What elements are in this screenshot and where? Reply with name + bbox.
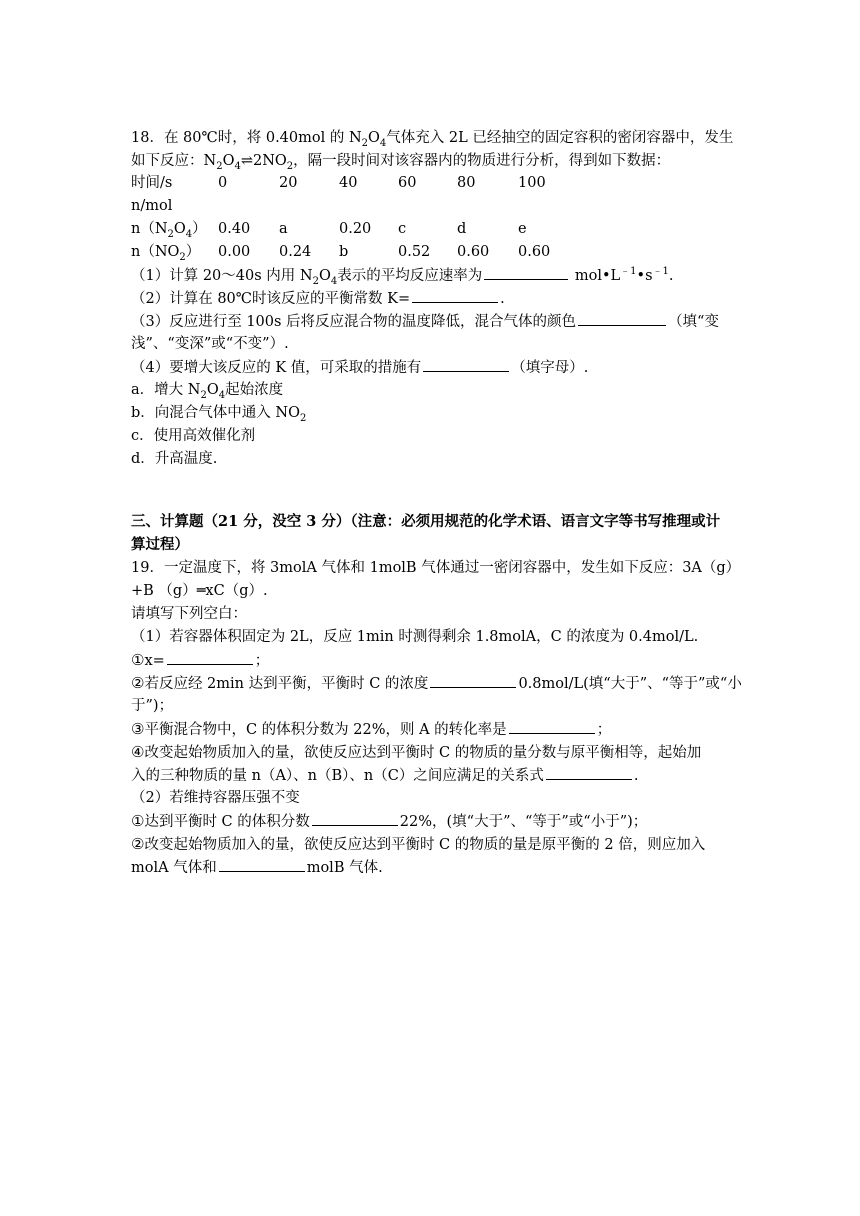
subscript: 4 <box>218 389 226 401</box>
circled-number: ① <box>131 812 145 830</box>
subscript: 4 <box>234 160 241 172</box>
text: 气体充入 2L 已经抽空的固定容积的密闭容器中，发生 <box>386 130 734 146</box>
q19-line-2: +B （g）═xC（g）. <box>131 583 268 599</box>
subscript: 2 <box>167 228 174 240</box>
subscript: 2 <box>179 251 186 263</box>
text: ） <box>192 221 207 237</box>
text: O <box>318 268 331 284</box>
circled-number: ② <box>131 835 145 853</box>
table-cell: b <box>339 244 349 260</box>
text: 入的三种物质的量 n（A）、n（B）、n（C）之间应满足的关系式 <box>131 768 544 784</box>
subscript: 2 <box>299 412 307 424</box>
text: . <box>633 768 639 784</box>
table-header-cell: 80 <box>457 175 476 191</box>
q19-line-3: 请填写下列空白： <box>131 606 247 622</box>
table-row-label <box>131 242 200 262</box>
table-cell: e <box>518 221 527 237</box>
text: （3）反应进行至 100s 后将反应混合物的温度降低，混合气体的颜色 <box>131 314 577 330</box>
table-cell: 0.52 <box>398 244 431 260</box>
q19-part-1: （1）若容器体积固定为 2L，反应 1min 时测得剩余 1.8molA，C 的浓度为 0.4mol/L. <box>131 629 699 645</box>
table-cell: 0.40 <box>218 221 251 237</box>
circled-number: ④ <box>131 743 145 761</box>
circled-number: ③ <box>131 720 145 738</box>
text: （4）要增大该反应的 K 值，可采取的措施有 <box>131 360 422 376</box>
q18-part-2 <box>131 288 505 309</box>
circled-number: ② <box>131 674 145 692</box>
answer-blank[interactable] <box>312 811 398 826</box>
q19-sub-2 <box>131 673 742 694</box>
q18-line-2 <box>131 151 670 171</box>
table-cell: 0.20 <box>339 221 372 237</box>
option-c: c．使用高效催化剂 <box>131 428 256 444</box>
subscript: 2 <box>361 137 369 149</box>
text: 改变起始物质加入的量，欲使反应达到平衡时 C 的物质的量分数与原平衡相等，起始加 <box>144 745 702 761</box>
q19-sub-3 <box>131 719 611 740</box>
q18-part-3 <box>131 311 719 332</box>
table-cell: 0.60 <box>457 244 490 260</box>
subscript: 2 <box>286 160 294 172</box>
text: . <box>668 268 674 284</box>
table-cell: 0.60 <box>518 244 551 260</box>
text: O <box>173 221 186 237</box>
text: 改变起始物质加入的量，欲使反应达到平衡时 C 的物质的量是原平衡的 2 倍，则应加入 <box>144 837 706 853</box>
text: ，隔一段时间对该容器内的物质进行分析，得到如下数据： <box>293 153 671 169</box>
option-d: d．升高温度. <box>131 451 218 467</box>
text: 达到平衡时 C 的体积分数 <box>144 814 310 830</box>
q19-part2-sub-2 <box>131 834 705 855</box>
table-row-label <box>131 219 207 239</box>
answer-blank[interactable] <box>430 673 516 688</box>
q18-part-1 <box>131 265 674 286</box>
answer-blank[interactable] <box>423 357 509 372</box>
superscript: ﹣1 <box>620 266 637 278</box>
option-a <box>131 380 283 400</box>
table-cell: a <box>279 221 288 237</box>
table-header-cell: 100 <box>518 175 546 191</box>
q19-sub-4-cont <box>131 765 638 786</box>
text: （填“变 <box>668 314 719 330</box>
text: 0.8mol/L(填“大于”、“等于”或“小 <box>518 676 742 692</box>
answer-blank[interactable] <box>484 265 568 280</box>
answer-blank[interactable] <box>509 719 595 734</box>
answer-blank[interactable] <box>578 311 666 326</box>
answer-blank[interactable] <box>167 650 253 665</box>
section-heading-cont: 算过程） <box>131 536 189 553</box>
text: ； <box>254 653 270 669</box>
q18-part-3-cont: 浅”、“变深”或“不变”）. <box>131 336 289 352</box>
table-cell: 0.24 <box>279 244 312 260</box>
table-header-cell: 时间/s <box>131 175 173 191</box>
text: 22%，(填“大于”、“等于”或“小于”)； <box>399 814 648 830</box>
answer-blank[interactable] <box>412 288 498 303</box>
subscript: 2 <box>312 275 319 287</box>
table-cell: c <box>398 221 407 237</box>
table-header-cell: n/mol <box>131 198 173 214</box>
subscript: 2 <box>216 160 223 172</box>
text: ） <box>185 244 201 260</box>
text: x= <box>144 653 165 669</box>
superscript: ﹣1 <box>652 266 669 278</box>
table-cell: 0.00 <box>218 244 251 260</box>
text: O <box>222 153 235 169</box>
subscript: 4 <box>185 228 193 240</box>
table-header-cell: 60 <box>398 175 417 191</box>
section-heading: 三、计算题（21 分，没空 3 分）（注意：必须用规范的化学术语、语言文字等书写推理或计 <box>131 513 721 530</box>
q18-part-4 <box>131 357 588 378</box>
text: （填字母）. <box>511 360 589 376</box>
q19-sub-2-cont: 于”)； <box>131 698 174 714</box>
text: molB 气体. <box>306 860 383 876</box>
q19-part2-sub-1 <box>131 811 647 832</box>
text: 表示的平均反应速率为 <box>337 268 483 284</box>
q19-sub-1 <box>131 650 269 671</box>
q19-part2-sub-2-cont <box>131 857 383 878</box>
text: 起始浓度 <box>225 382 284 398</box>
q19-sub-4 <box>131 742 701 763</box>
text: b．向混合气体中通入 NO <box>131 405 300 421</box>
answer-blank[interactable] <box>546 765 632 780</box>
subscript: 4 <box>330 275 338 287</box>
text: . <box>500 291 505 307</box>
text: n（N <box>131 221 168 237</box>
answer-blank[interactable] <box>219 857 305 872</box>
text: 18．在 80℃时，将 0.40mol 的 N <box>131 130 362 146</box>
text: a．增大 N <box>131 382 201 398</box>
text: （2）计算在 80℃时该反应的平衡常数 K= <box>131 291 411 307</box>
text: •s <box>636 268 653 284</box>
table-header-cell: 40 <box>339 175 358 191</box>
table-header-cell: 20 <box>279 175 298 191</box>
table-header-cell: 0 <box>218 175 228 191</box>
text: （1）计算 20～40s 内用 N <box>131 268 313 284</box>
text: O <box>368 130 380 146</box>
subscript: 4 <box>379 137 387 149</box>
text: O <box>206 382 219 398</box>
q18-line-1 <box>131 128 733 148</box>
text: ⇌2NO <box>240 153 287 169</box>
text: mol•L <box>574 268 621 284</box>
circled-number: ① <box>131 651 145 669</box>
text: n（NO <box>131 244 180 260</box>
text: molA 气体和 <box>131 860 217 876</box>
subscript: 2 <box>200 389 207 401</box>
text: ； <box>596 722 612 738</box>
option-b <box>131 403 306 423</box>
text: 如下反应：N <box>131 153 217 169</box>
q19-part-2: （2）若维持容器压强不变 <box>131 790 300 806</box>
text: 平衡混合物中，C 的体积分数为 22%，则 A 的转化率是 <box>144 722 507 738</box>
text: 若反应经 2min 达到平衡，平衡时 C 的浓度 <box>144 676 429 692</box>
table-cell: d <box>457 221 467 237</box>
q19-line-1: 19．一定温度下，将 3molA 气体和 1molB 气体通过一密闭容器中，发生如下反应：3A（g） <box>131 560 741 576</box>
